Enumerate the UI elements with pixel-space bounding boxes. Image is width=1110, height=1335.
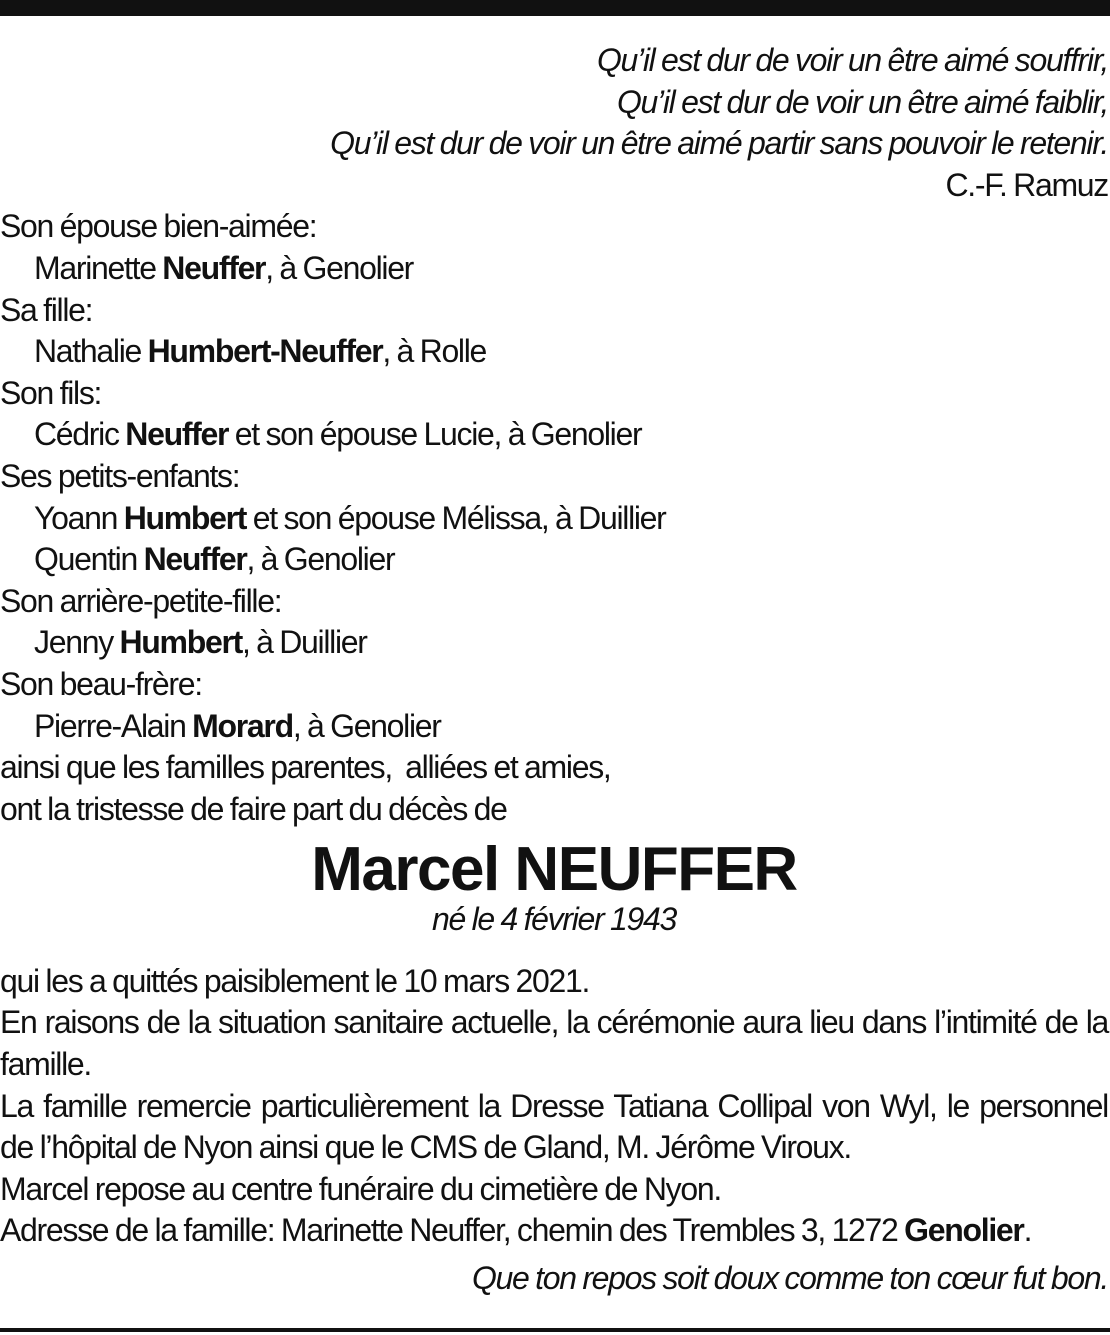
rest-location-text: Marcel repose au centre funéraire du cimetière de Nyon. [0, 1170, 721, 1207]
epigraph-author: C.-F. Ramuz [945, 166, 1108, 203]
member-details: , à Rolle [382, 333, 487, 370]
family-member [0, 331, 1108, 373]
family-label: Ses petits-enfants: [0, 457, 240, 494]
member-surname: Humbert-Neuffer [147, 333, 383, 370]
member-surname: Neuffer [162, 249, 266, 286]
epigraph [0, 40, 1108, 206]
ceremony-text: En raisons de la situation sanitaire actuelle, la cérémonie aura lieu dans l’intimité de la famille. [0, 1004, 1108, 1083]
family-label: Son arrière-petite-fille: [0, 582, 282, 619]
family-label: Son fils: [0, 374, 102, 411]
epigraph-line: Qu’il est dur de voir un être aimé souffrir, [596, 42, 1108, 78]
family-label: Son beau-frère: [0, 665, 202, 702]
address-town: Genolier [904, 1212, 1024, 1249]
family-label: Son épouse bien-aimée: [0, 208, 317, 245]
member-details: , à Genolier [246, 541, 395, 578]
family-member [0, 248, 1108, 290]
family-member [0, 622, 1108, 664]
family-member [0, 414, 1108, 456]
member-details: et son épouse Mélissa, à Duillier [246, 499, 666, 536]
member-first-name: Jenny [34, 624, 113, 661]
address-end: . [1023, 1212, 1032, 1249]
family-label: Sa fille: [0, 291, 93, 328]
member-details: et son épouse Lucie, à Genolier [228, 416, 642, 453]
member-surname: Humbert [119, 624, 242, 661]
member-details: , à Duillier [241, 624, 367, 661]
top-rule [0, 0, 1110, 16]
family-list [0, 206, 1108, 747]
epigraph-line: Qu’il est dur de voir un être aimé faiblir, [616, 83, 1108, 120]
member-first-name: Yoann [34, 499, 118, 536]
member-surname: Neuffer [125, 416, 229, 453]
member-first-name: Marinette [34, 249, 156, 286]
member-details: , à Genolier [292, 707, 441, 744]
epigraph-line: Qu’il est dur de voir un être aimé partir sans pouvoir le retenir. [330, 125, 1108, 162]
death-text: qui les a quittés paisiblement le 10 mars 2021. [0, 962, 590, 999]
member-surname: Morard [192, 707, 293, 744]
thanks-text: La famille remercie particulièrement la Dresse Tatiana Collipal von Wyl, le personnel de l’hôpital de Nyon ainsi que le CMS de Gland, M. Jérôme Viroux. [0, 1087, 1108, 1166]
birth-date: né le 4 février 1943 [432, 901, 676, 938]
deceased-name: Marcel NEUFFER [311, 835, 797, 905]
bottom-rule [0, 1328, 1110, 1332]
obituary-notice [0, 40, 1108, 1300]
intro-line: ont la tristesse de faire part du décès de [0, 790, 507, 827]
family-member [0, 539, 1108, 581]
member-first-name: Cédric [34, 416, 119, 453]
family-member [0, 706, 1108, 748]
family-address [0, 1210, 1108, 1252]
intro-line: ainsi que les familles parentes, alliées et amies, [0, 749, 611, 786]
member-first-name: Quentin [34, 541, 137, 578]
closing-line: Que ton repos soit doux comme ton cœur fut bon. [471, 1260, 1108, 1297]
family-member [0, 498, 1108, 540]
member-first-name: Nathalie [34, 333, 142, 370]
member-first-name: Pierre-Alain [34, 707, 186, 744]
address-text: Adresse de la famille: Marinette Neuffer, chemin des Trembles 3, 1272 [0, 1212, 905, 1249]
member-surname: Humbert [123, 499, 247, 536]
member-details: , à Genolier [265, 249, 414, 286]
member-surname: Neuffer [143, 541, 247, 578]
